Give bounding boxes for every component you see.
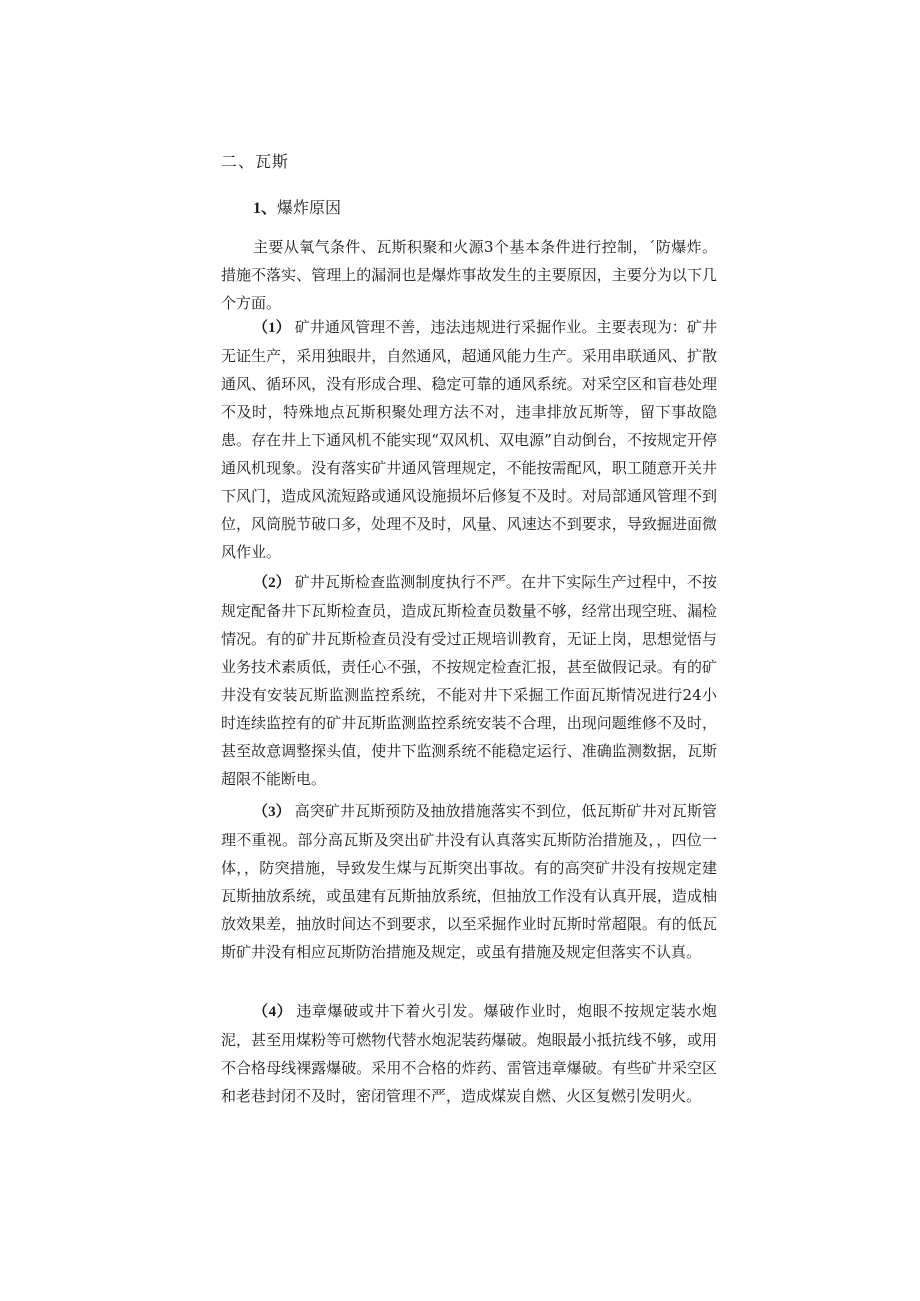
item-paragraph-4 <box>221 997 717 1110</box>
item-marker-2: （2） <box>253 575 291 591</box>
item-marker-1: （1） <box>253 320 291 336</box>
item-text-4: 违章爆破或井下着火引发。爆破作业时，炮眼不按规定装水炮泥，甚至用煤粉等可燃物代替水炮泥装药爆破。炮眼最小抵抗线不够，或用不合格母线裸露爆破。采用不合格的炸药、雷管违章爆破。有些矿井采空区和老巷封闭不及时，密闭管理不严，造成煤炭自燃、火区复燃引发明火。 <box>221 1002 717 1105</box>
item-paragraph-2 <box>221 568 717 793</box>
item-paragraph-3 <box>221 797 717 966</box>
item-marker-4: （4） <box>253 1004 293 1020</box>
intro-paragraph: 主要从氧气条件、瓦斯积聚和火源3个基本条件进行控制，´防爆炸。措施不落实、管理上的漏洞也是爆炸事故发生的主要原因，主要分为以下几个方面。 <box>221 238 717 312</box>
subsection-number: 1、 <box>253 200 278 217</box>
item-text-2: 矿井瓦斯检查监测制度执行不严。在井下实际生产过程中，不按规定配备井下瓦斯检查员，造成瓦斯检查员数量不够，经常出现空班、漏检情况。有的矿井瓦斯检查员没有受过正规培训教育，无证上岗，思想觉悟与业务技术素质低，责任心不强，不按规定检查汇报，甚至做假记录。有的矿井没有安装瓦斯监测监控系统，不能对井下采掘工作面瓦斯情况进行24小时连续监控有的矿井瓦斯监测监控系统安装不合理，出现问题维修不及时，甚至故意调整探头值，使井下监测系统不能稳定运行、准确监测数据，瓦斯超限不能断电。 <box>221 573 717 788</box>
item-text-1: 矿井通风管理不善，违法违规进行采掘作业。主要表现为：矿井无证生产，采用独眼井，自然通风，超通风能力生产。采用串联通风、扩散通风、循环风，没有形成合理、稳定可靠的通风系统。对采空区和盲巷处理不及时，特殊地点瓦斯积聚处理方法不对，违聿排放瓦斯等，留下事故隐患。存在井上下通风机不能实现“双风机、双电源”自动倒台，不按规定开停通风机现象。没有落实矿井通风管理规定，不能按需配风，职工随意开关井下风门，造成风流短路或通风设施损坏后修复不及时。对局部通风管理不到位，风筒脱节破口多，处理不及时，风量、风速达不到要求，导致掘进面微风作业。 <box>221 318 717 561</box>
item-marker-3: （3） <box>253 804 291 820</box>
item-paragraph-1 <box>221 313 717 566</box>
item-text-3: 高突矿井瓦斯预防及抽放措施落实不到位，低瓦斯矿井对瓦斯管理不重视。部分高瓦斯及突出矿井没有认真落实瓦斯防治措施及，，四位一体，，防突措施，导致发生煤与瓦斯突出事故。有的高突矿井没有按规定建瓦斯抽放系统，或虽建有瓦斯抽放系统，但抽放工作没有认真开展，造成柚放效果差，抽放时间达不到要求，以至采掘作业时瓦斯时常超限。有的低瓦斯矿井没有相应瓦斯防治措施及规定，或虽有措施及规定但落实不认真。 <box>221 802 717 961</box>
section-title: 二、瓦斯 <box>221 152 290 171</box>
subsection-title: 爆炸原因 <box>277 198 342 217</box>
subsection-heading <box>253 196 341 221</box>
